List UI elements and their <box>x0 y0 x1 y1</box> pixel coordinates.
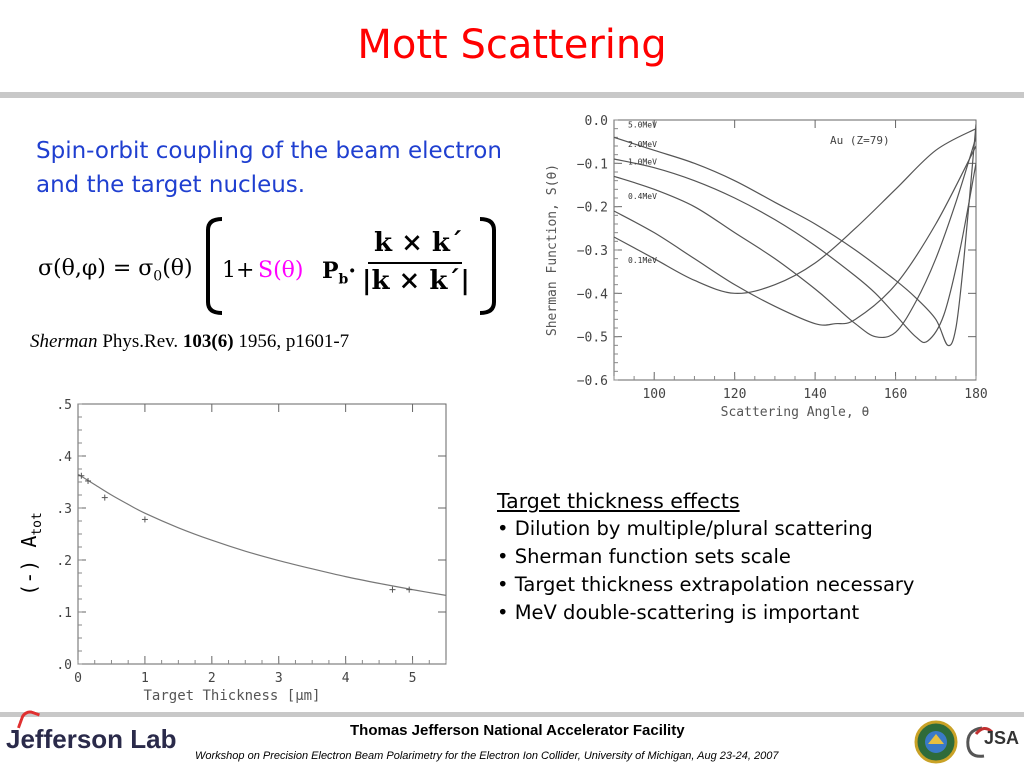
target-effects-list <box>497 487 997 627</box>
series-label: 0.1MeV <box>628 256 657 265</box>
workshop-caption: Workshop on Precision Electron Beam Polarimetry for the Electron Ion Collider, University of Michigan, Aug 23-24, 2007 <box>195 750 779 762</box>
sherman-function-chart <box>538 108 1008 426</box>
y-tick-label: 0.0 <box>584 114 608 129</box>
y-tick-label: −0.6 <box>576 374 608 389</box>
y-tick-label: .4 <box>56 450 72 465</box>
plot-frame <box>78 404 446 664</box>
x-tick-label: 160 <box>883 387 908 402</box>
y-tick-label: −0.1 <box>576 157 608 173</box>
asymmetry-vs-thickness-chart <box>8 392 458 710</box>
y-tick-label: −0.4 <box>576 287 608 303</box>
x-tick-label: 0 <box>74 671 82 686</box>
right-bracket-icon <box>476 216 500 316</box>
list-item: • MeV double-scattering is important <box>497 601 860 624</box>
x-tick-label: 4 <box>341 671 350 686</box>
series-line <box>614 129 976 294</box>
list-item: • Sherman function sets scale <box>497 545 791 568</box>
y-tick-label: −0.2 <box>576 200 608 216</box>
y-tick-label: .3 <box>56 502 72 517</box>
y-tick-label: −0.5 <box>576 330 608 346</box>
list-item: • Dilution by multiple/plural scattering <box>497 517 873 540</box>
series-label: 1.0MeV <box>628 157 657 167</box>
series-line <box>614 124 976 345</box>
formula-beam-polarization: $P_b\cdot$ <box>322 258 357 288</box>
x-axis-label: Target Thickness [μm] <box>143 688 321 704</box>
jsa-text: JSA <box>984 728 1020 748</box>
target-effects-heading: Target thickness effects <box>497 489 740 513</box>
x-axis-label: Scattering Angle, θ <box>720 405 870 420</box>
citation: Sherman Phys.Rev. 103(6) 1956, p1601-7 <box>30 331 350 352</box>
lab-name: Thomas Jefferson National Accelerator Facility <box>350 722 685 739</box>
intro-text: Spin-orbit coupling of the beam electron and the target nucleus. <box>36 138 502 198</box>
fraction-bar <box>368 262 462 264</box>
series-label: 5.0MeV <box>628 120 657 130</box>
jefferson-lab-logo: Jefferson Lab <box>6 724 177 755</box>
x-tick-label: 1 <box>140 671 149 686</box>
series-line <box>614 137 976 337</box>
series-label: 2.0MeV <box>628 140 657 149</box>
x-tick-label: 3 <box>274 671 283 686</box>
y-tick-label: .1 <box>56 606 72 621</box>
formula-denominator: |k × k´| <box>362 266 470 296</box>
chart-annotation: Au (Z=79) <box>830 134 890 147</box>
y-tick-label: .2 <box>56 554 72 569</box>
jsa-logo <box>962 720 1022 764</box>
formula-one-plus: 1+ <box>222 258 255 283</box>
mott-formula <box>36 212 506 322</box>
series-line <box>78 474 446 595</box>
x-tick-label: 100 <box>642 387 666 402</box>
y-tick-label: −0.3 <box>576 244 608 259</box>
y-tick-label: .0 <box>56 658 72 673</box>
series-line <box>614 159 976 342</box>
y-axis-label: (-) $A_{tot}$ <box>17 512 45 596</box>
y-tick-label: .5 <box>56 398 72 413</box>
formula-lhs: $\sigma(\theta,\varphi) = \sigma_0(\theta)$ <box>38 256 193 285</box>
slide-title: Mott Scattering <box>357 22 667 68</box>
doe-seal-icon <box>914 720 958 764</box>
series-label: 0.4MeV <box>628 192 657 201</box>
footer-divider <box>0 712 1024 717</box>
formula-sherman-term: S(θ) <box>258 258 304 283</box>
x-tick-label: 140 <box>803 387 827 402</box>
title-divider <box>0 92 1024 98</box>
x-tick-label: 5 <box>408 671 417 686</box>
x-tick-label: 120 <box>722 387 747 402</box>
series-line <box>614 146 976 325</box>
formula-numerator: k × k´ <box>374 228 463 258</box>
x-tick-label: 2 <box>207 671 216 686</box>
x-tick-label: 180 <box>964 387 988 402</box>
list-item: • Target thickness extrapolation necessary <box>497 573 915 596</box>
y-axis-label: Sherman Function, S(θ) <box>545 163 560 337</box>
